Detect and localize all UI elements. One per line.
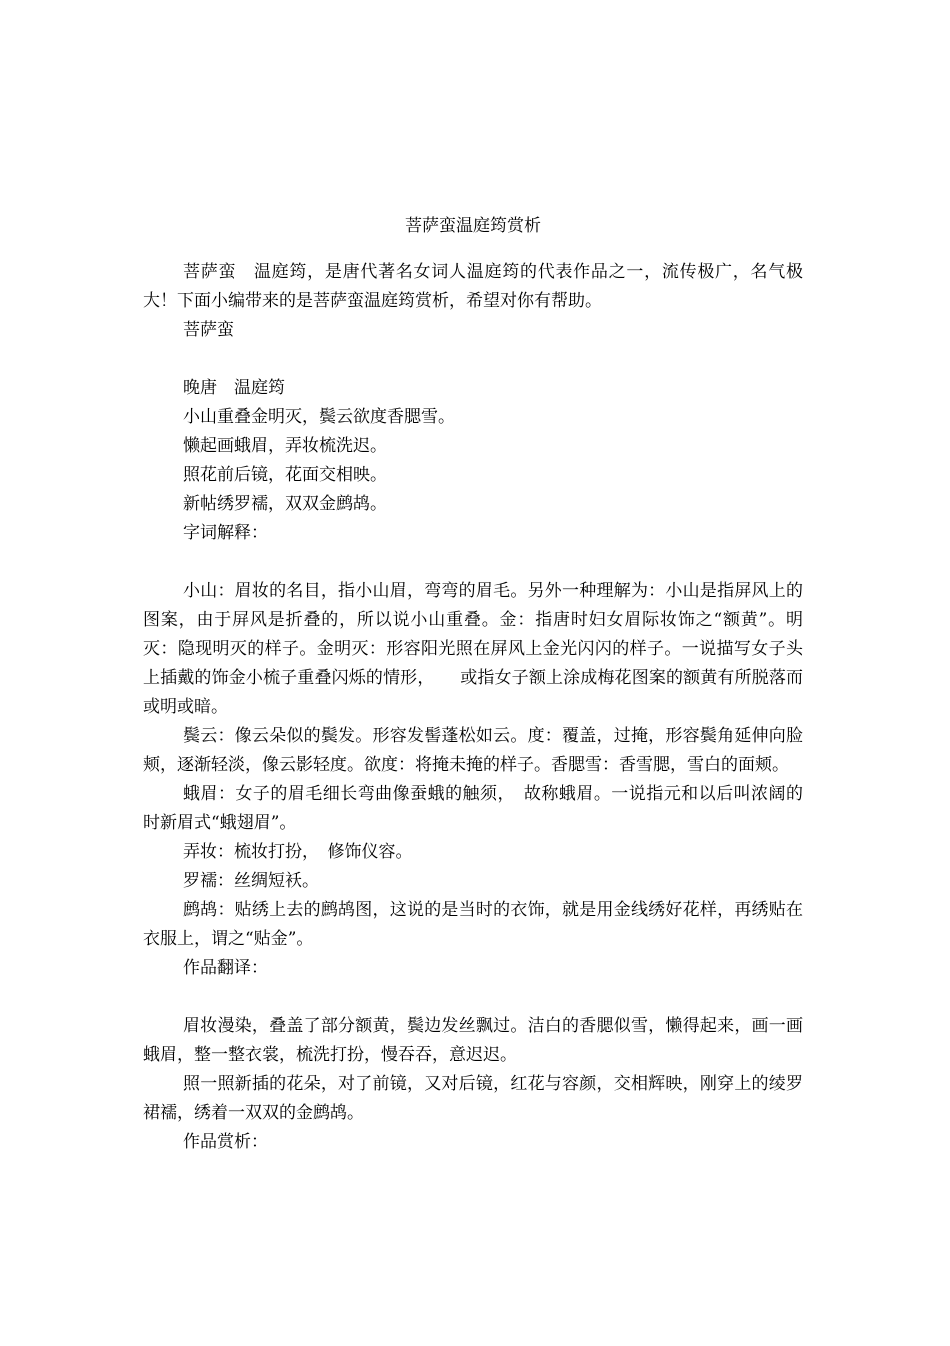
vocab-paragraph: 鬓云：像云朵似的鬓发。形容发髻蓬松如云。度：覆盖，过掩，形容鬓角延伸向脸颊，逐渐轻淡，像云影轻度。欲度：将掩未掩的样子。香腮雪：香雪腮，雪白的面颊。 — [143, 726, 803, 775]
appreciation-heading: 作品赏析： — [183, 1132, 268, 1152]
blank-line — [143, 983, 803, 1012]
blank-line — [143, 548, 803, 577]
vocab-paragraph: 罗襦：丝绸短袄。 — [183, 871, 319, 891]
translation-paragraph: 照一照新插的花朵，对了前镜，又对后镜，红花与容颜，交相辉映，刚穿上的绫罗裙襦，绣着一双双的金鹧鸪。 — [143, 1074, 803, 1123]
translation-paragraph: 眉妆漫染，叠盖了部分额黄，鬓边发丝飘过。洁白的香腮似雪，懒得起来，画一画蛾眉，整一整衣裳，梳洗打扮，慢吞吞，意迟迟。 — [143, 1016, 803, 1065]
document-title: 菩萨蛮温庭筠赏析 — [405, 216, 541, 236]
vocab-paragraph: 蛾眉：女子的眉毛细长弯曲像蚕蛾的触须， 故称蛾眉。一说指元和以后叫浓阔的时新眉式“蛾翅眉”。 — [143, 784, 803, 833]
document-page — [143, 214, 803, 1157]
vocab-paragraph: 鹧鸪：贴绣上去的鹧鸪图，这说的是当时的衣饰，就是用金线绣好花样，再绣贴在衣服上，谓之“贴金”。 — [143, 900, 803, 949]
vocab-paragraph: 弄妆：梳妆打扮， 修饰仪容。 — [183, 842, 413, 862]
translation-heading: 作品翻译： — [183, 958, 268, 978]
poem-line: 新帖绣罗襦，双双金鹧鸪。 — [183, 494, 387, 514]
poem-author: 晚唐 温庭筠 — [183, 378, 285, 398]
poem-line: 照花前后镜，花面交相映。 — [183, 465, 387, 485]
vocab-paragraph: 小山：眉妆的名目，指小山眉，弯弯的眉毛。另外一种理解为：小山是指屏风上的图案，由于屏风是折叠的，所以说小山重叠。金：指唐时妇女眉际妆饰之“额黄”。明灭：隐现明灭的样子。金明灭：形容阳光照在屏风上金光闪闪的样子。一说描写女子头上插戴的饰金小梳子重叠闪烁的情形， 或指女子额上涂成梅花图案的额黄有所脱落而或明或暗。 — [143, 581, 803, 717]
poem-title: 菩萨蛮 — [183, 320, 234, 340]
intro-paragraph: 菩萨蛮 温庭筠，是唐代著名女词人温庭筠的代表作品之一，流传极广，名气极大！下面小编带来的是菩萨蛮温庭筠赏析，希望对你有帮助。 — [143, 262, 803, 311]
poem-line: 懒起画蛾眉，弄妆梳洗迟。 — [183, 436, 387, 456]
vocab-heading: 字词解释： — [183, 523, 268, 543]
poem-line: 小山重叠金明灭，鬓云欲度香腮雪。 — [183, 407, 455, 427]
blank-line — [143, 345, 803, 374]
